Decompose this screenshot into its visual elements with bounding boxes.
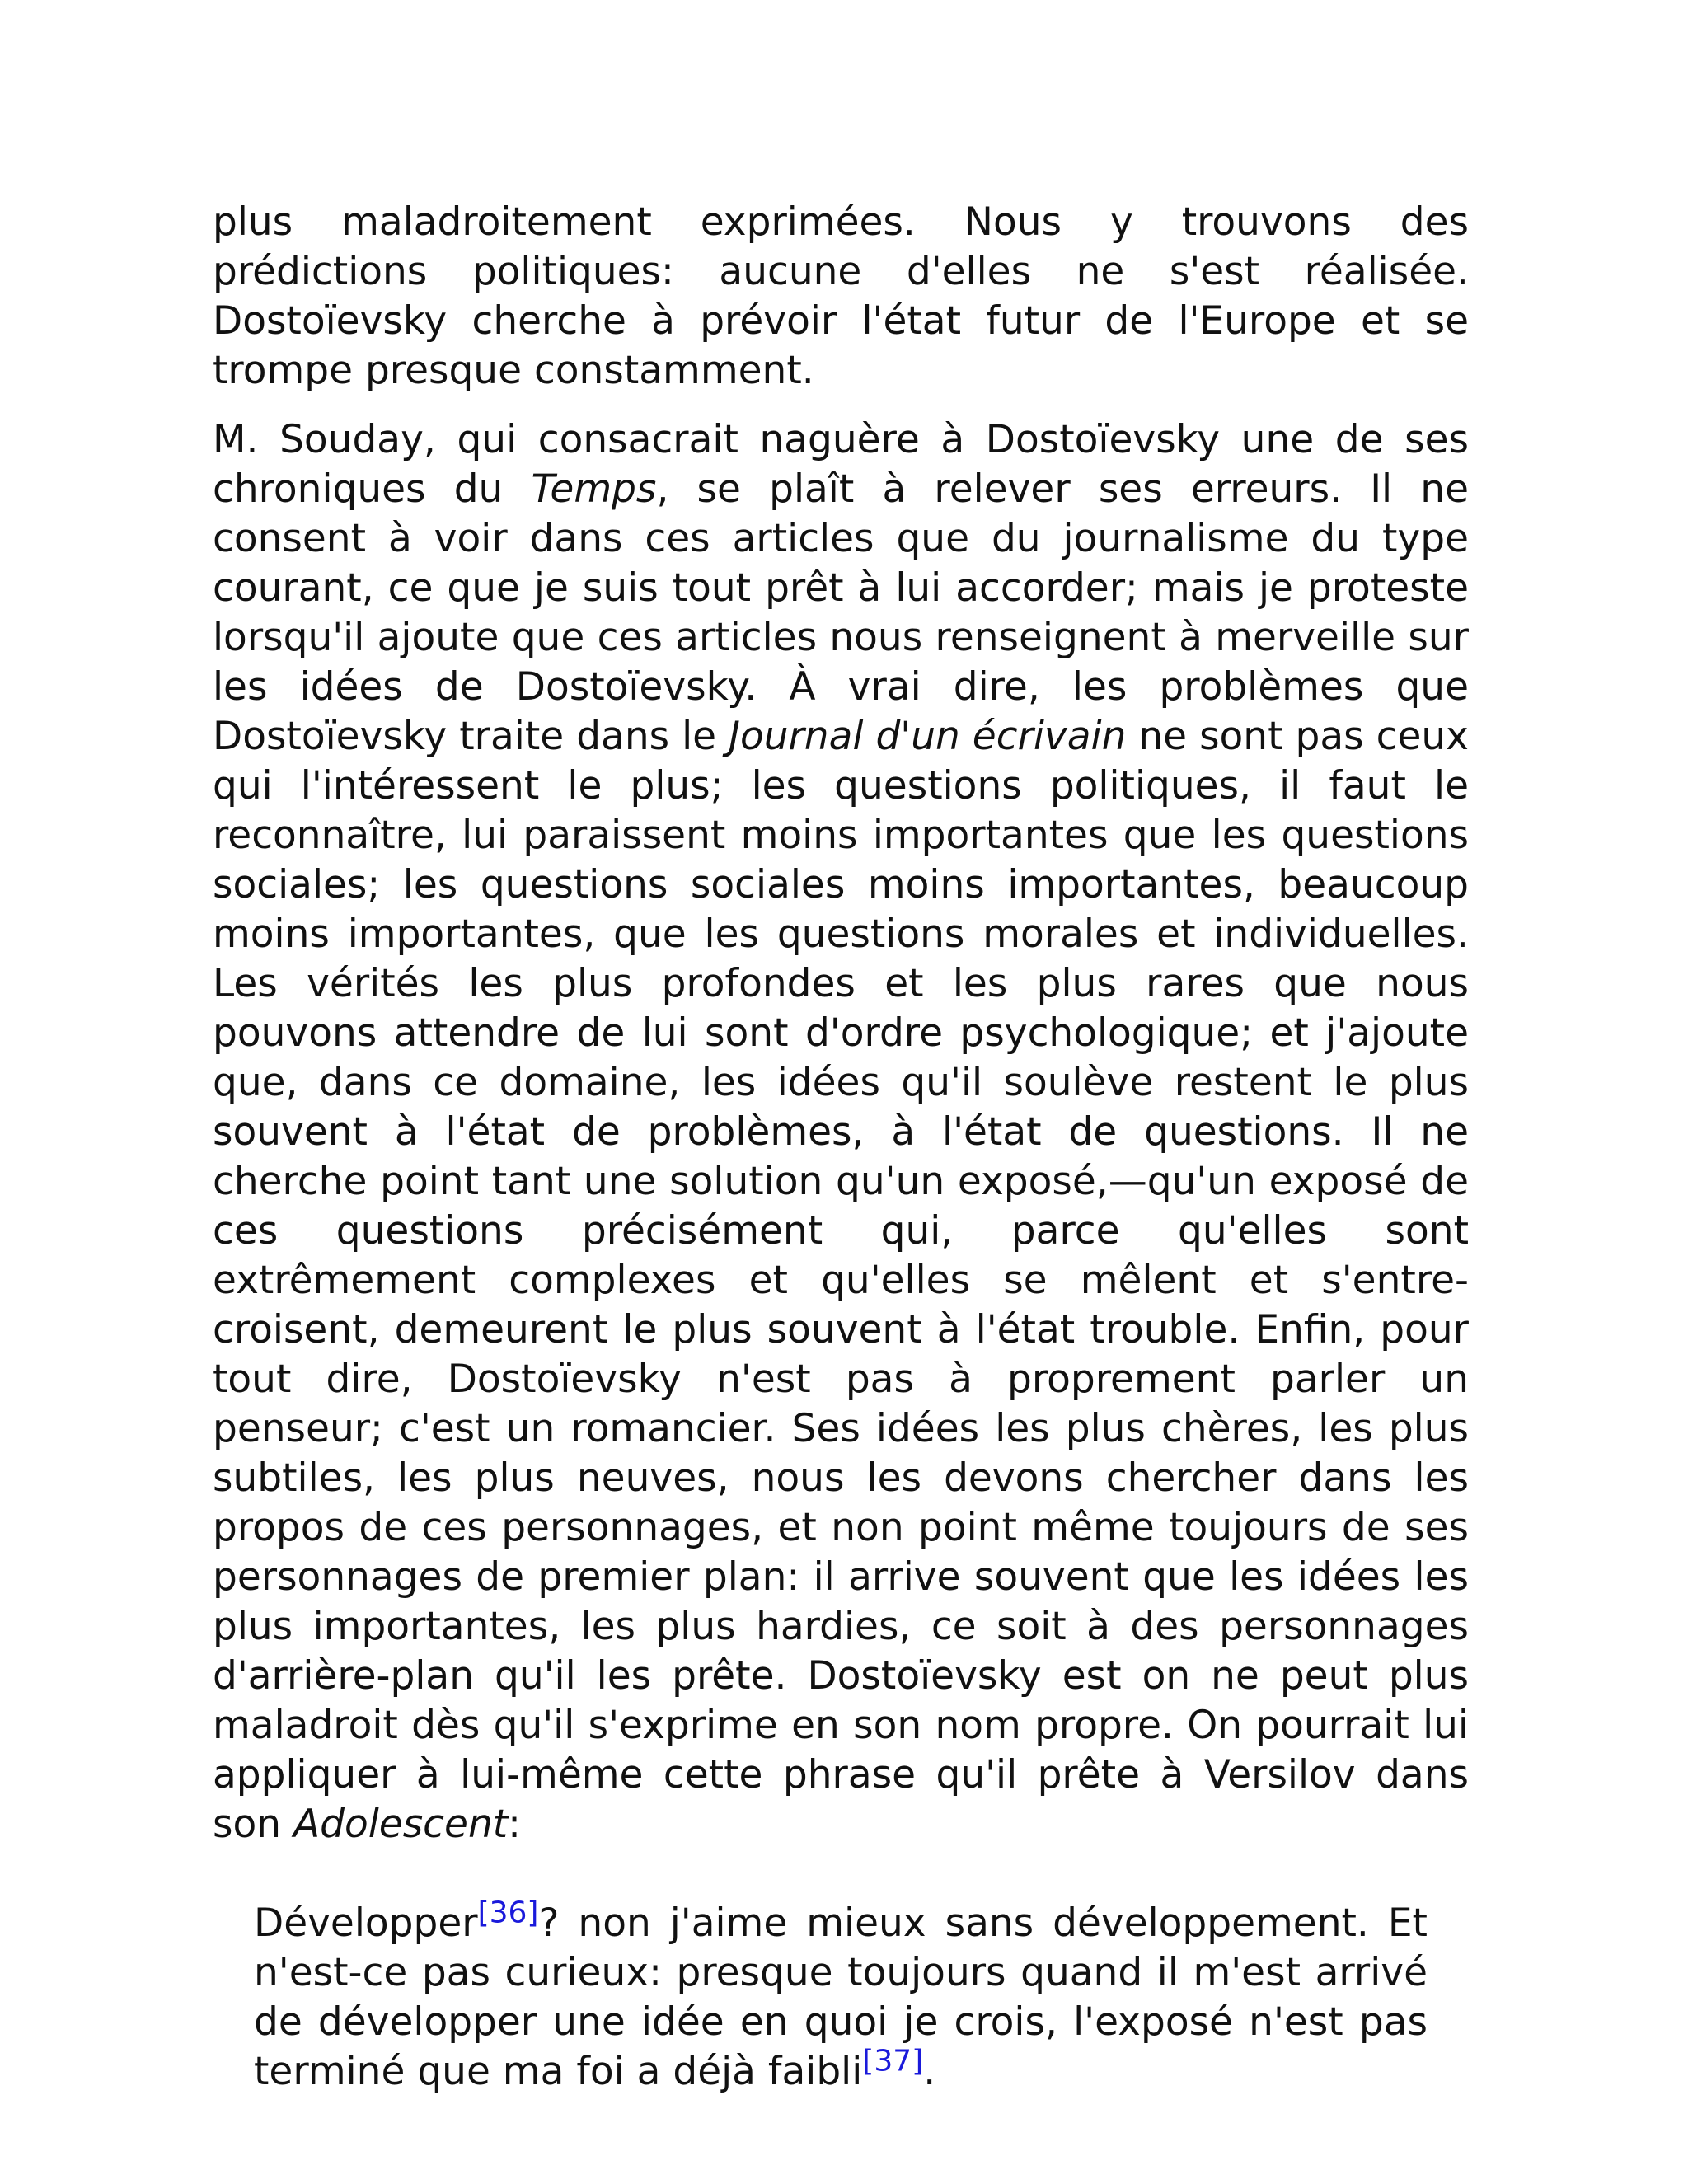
italic-title-temps: Temps xyxy=(531,466,657,512)
text-segment: : xyxy=(508,1802,522,1847)
text-segment: M. Souday, qui consacrait naguère à Dostoïevsky une de ses chroniques du xyxy=(213,417,1469,512)
paragraph-predictions: plus maladroitement exprimées. Nous y trouvons des prédictions politiques: aucune d'elles ne s'est réalisée. Dostoïevsky cherche à prévoir l'état futur de l'Europe et se trompe presque constamment. xyxy=(213,199,1469,393)
italic-title-adolescent: Adolescent xyxy=(293,1802,509,1847)
italic-title-journal: Journal d'un écrivain xyxy=(729,714,1127,759)
footnote-link-36[interactable]: [36] xyxy=(477,1896,539,1930)
text-segment: , se plaît à relever ses erreurs. Il ne consent à voir dans ces articles que du journalisme du type courant, ce que je suis tout prêt à lui accorder; mais je proteste lorsqu'il ajoute que ces articles nous renseignent à merveille sur les idées de Dostoïevsky. À vrai dire, les problèmes que Dostoïevsky traite dans le xyxy=(213,466,1469,759)
text-segment: ne sont pas ceux qui l'intéressent le plus; les questions politiques, il faut le reconnaître, lui paraissent moins importantes que les questions sociales; les questions sociales moins importantes, beaucoup moins importantes, que les questions morales et individuelles. Les vérités les plus profondes et les plus rares que nous pouvons attendre de lui sont d'ordre psychologique; et j'ajoute que, dans ce domaine, les idées qu'il soulève restent le plus souvent à l'état de problèmes, à l'état de questions. Il ne cherche point tant une solution qu'un exposé,—qu'un exposé de ces questions précisément qui, parce qu'elles sont extrêmement complexes et qu'elles se mêlent et s'entre-croisent, demeurent le plus souvent à l'état trouble. Enfin, pour tout dire, Dostoïevsky n'est pas à proprement parler un penseur; c'est un romancier. Ses idées les plus chères, les plus subtiles, les plus neuves, nous les devons chercher dans les propos de ces personnages, et non point même toujours de ses personnages de premier plan: il arrive souvent que les idées les plus importantes, les plus hardies, ce soit à des personnages d'arrière-plan qu'il les prête. Dostoïevsky est on ne peut plus maladroit dès qu'il s'exprime en son nom propre. On pourrait lui appliquer à lui-même cette phrase qu'il prête à Versilov dans son xyxy=(213,714,1469,1847)
paragraph-souday xyxy=(213,415,1469,1849)
text-segment: . xyxy=(923,2049,936,2094)
block-quote xyxy=(254,1896,1428,2097)
footnote-link-37[interactable]: [37] xyxy=(862,2044,924,2079)
page-body xyxy=(213,198,1469,2097)
text-segment: ? non j'aime mieux sans développement. Et n'est-ce pas curieux: presque toujours quand il m'est arrivé de développer une idée en quoi je crois, l'exposé n'est pas terminé que ma foi a déjà faibli xyxy=(254,1900,1428,2094)
text-segment: Développer xyxy=(254,1900,478,1946)
